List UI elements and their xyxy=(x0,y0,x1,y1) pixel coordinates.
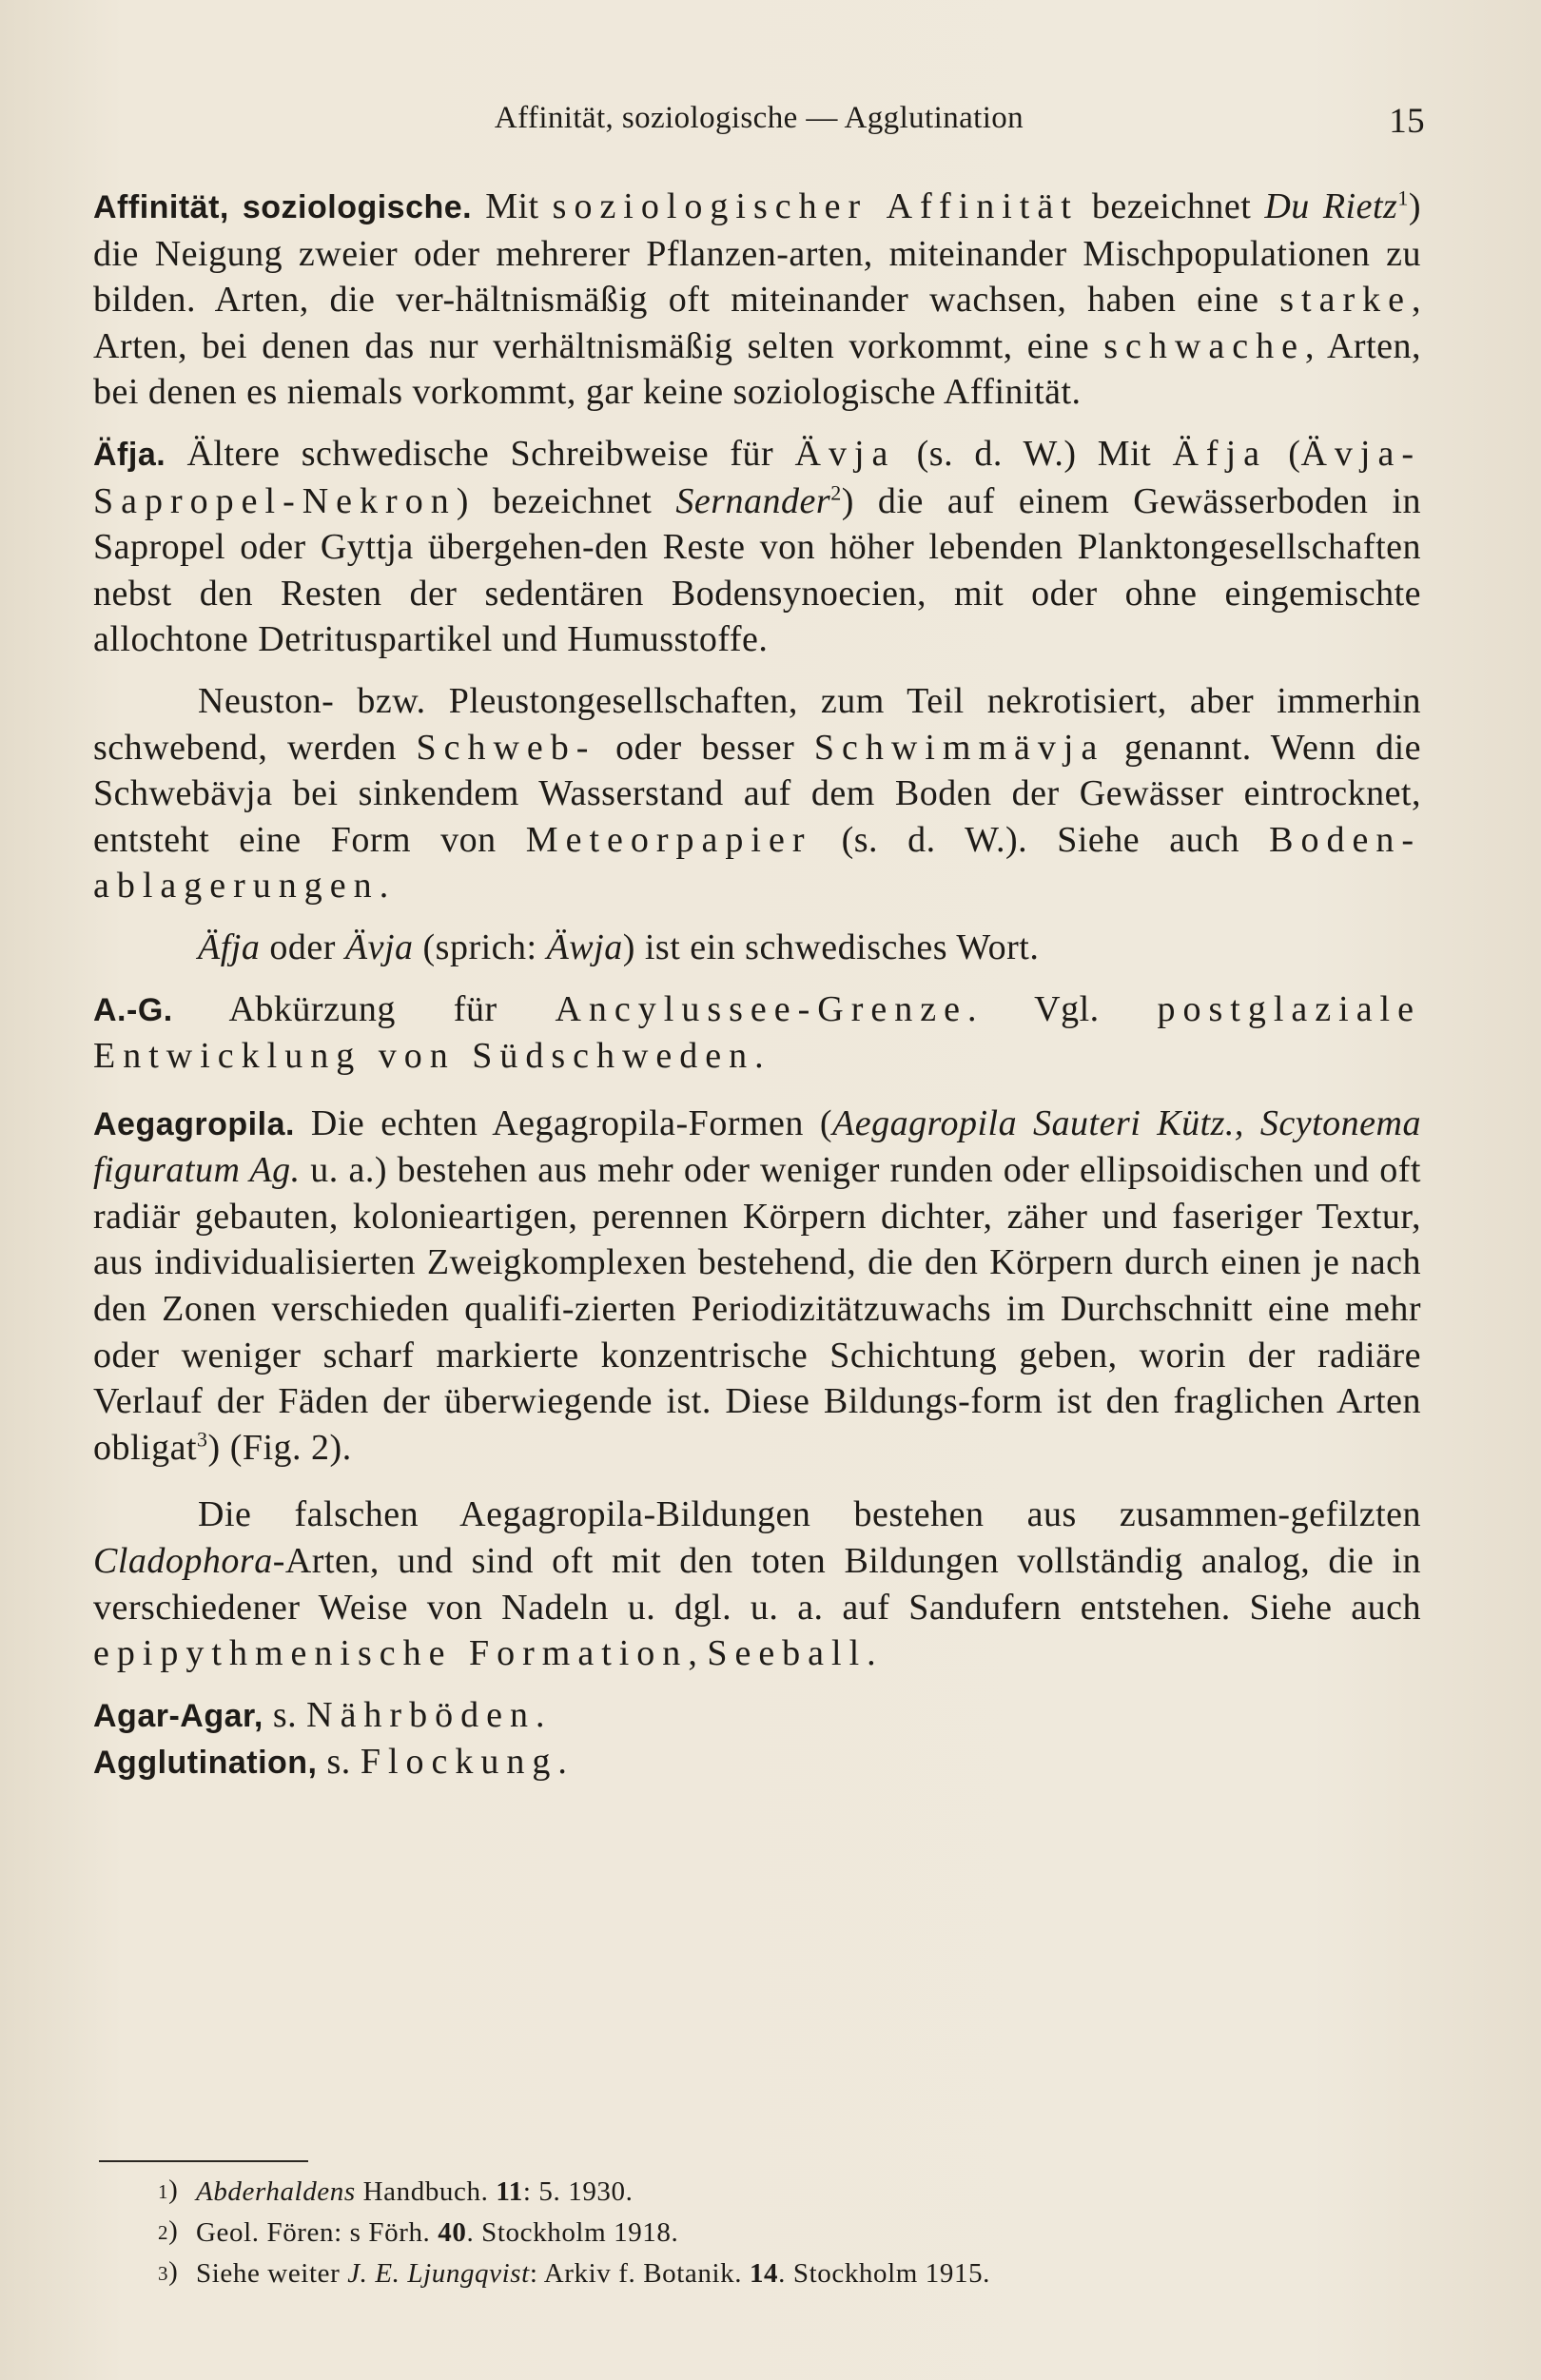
entry-text: , Arten, bei denen das nur verhältnismäßig selten vorkommt, eine xyxy=(93,280,1421,366)
entry-aegagropila-paragraph-2 xyxy=(93,1492,1421,1676)
entry-text: oder besser xyxy=(595,727,814,768)
volume-number: 40 xyxy=(438,2217,467,2248)
entry-text: . xyxy=(557,1742,568,1783)
spaced-term: Boden-ablagerungen xyxy=(93,819,1421,907)
spaced-term: schwache xyxy=(1103,325,1305,366)
spaced-term: Schweb- xyxy=(416,727,596,768)
spaced-term: postglaziale Entwicklung von Südschweden xyxy=(93,988,1421,1077)
footnote-author: Abderhaldens xyxy=(196,2176,356,2207)
footnote-text: . Stockholm 1918. xyxy=(466,2217,679,2248)
entry-text: Abkürzung für xyxy=(172,988,556,1029)
footnote-2 xyxy=(158,2213,1433,2253)
main-text xyxy=(93,184,1421,1786)
running-head xyxy=(93,101,1425,148)
footnote-ref: 3 xyxy=(197,1427,208,1452)
spaced-term: Meteorpapier xyxy=(525,819,812,860)
genus-name: Cladophora xyxy=(93,1541,273,1582)
entry-afja xyxy=(93,431,1421,663)
entry-text: (s. d. W.). Siehe auch xyxy=(811,819,1270,860)
spaced-term: Flockung xyxy=(360,1742,558,1783)
entry-afja-paragraph-2 xyxy=(93,678,1421,909)
entry-text: s. xyxy=(263,1694,307,1735)
headword: Äfja. xyxy=(93,436,166,473)
spaced-term: Ävja-Sapropel-Nekron xyxy=(93,433,1421,521)
entry-text: , Arten, bei denen es niemals vorkommt, gar keine soziologische Affinität. xyxy=(93,325,1421,413)
entry-text: . xyxy=(867,1633,877,1674)
page-number: 15 xyxy=(1389,102,1425,141)
headword: Aegagropila. xyxy=(93,1105,295,1142)
spaced-term: Ancylussee-Grenze xyxy=(555,988,967,1029)
italic-term: Ävja xyxy=(344,927,414,967)
headword: Agar-Agar, xyxy=(93,1697,263,1734)
entry-text: Neuston- bzw. Pleustongesellschaften, zum Teil nekrotisiert, aber immerhin schwebend, werden xyxy=(93,680,1421,768)
italic-term: Äfja xyxy=(198,927,261,967)
entry-text: ) (Fig. 2). xyxy=(207,1427,352,1468)
headword: Agglutination, xyxy=(93,1745,318,1782)
entry-text: . xyxy=(754,1036,765,1077)
entry-agar xyxy=(93,1692,1421,1740)
footnote-divider xyxy=(99,2160,308,2162)
spaced-term: Schwimmävja xyxy=(813,727,1105,768)
entry-text: Mit xyxy=(472,186,553,226)
entry-text: Die falschen Aegagropila-Bildungen bestehen aus zusammen-gefilzten xyxy=(198,1494,1421,1535)
footnote-text: Handbuch. xyxy=(355,2176,497,2207)
volume-number: 11 xyxy=(496,2176,523,2207)
footnote-text: Siehe weiter xyxy=(196,2258,348,2289)
entry-text: ) bezeichnet xyxy=(456,480,676,521)
entry-text: . xyxy=(535,1694,545,1735)
spaced-term: Äfja xyxy=(1172,433,1268,474)
footnote-3 xyxy=(158,2253,1433,2294)
entry-text: ) die Neigung zweier oder mehrerer Pflanzen-arten, miteinander Mischpopulationen zu bilden. Arten, die ver-hältnismäßig oft miteinander wachsen, haben eine xyxy=(93,186,1421,321)
spaced-term: Ävja xyxy=(794,433,896,474)
entry-text: genannt. Wenn die Schwebävja bei sinkendem Wasserstand auf dem Boden der Gewässer eintrocknet, entsteht eine Form von xyxy=(93,727,1421,860)
footnote-text: Geol. Fören: s Förh. xyxy=(196,2217,439,2248)
entry-text: . xyxy=(379,866,389,907)
entry-text: . Vgl. xyxy=(966,988,1158,1029)
footnote-ref: 1 xyxy=(1397,185,1409,210)
footnote-text: . Stockholm 1915. xyxy=(778,2258,991,2289)
running-head-title: Affinität, soziologische — Agglutination xyxy=(494,101,1024,135)
spaced-term: Seeball xyxy=(707,1633,868,1674)
footnote-ref: 2 xyxy=(830,479,842,504)
footnote-mark: 2) xyxy=(158,2215,179,2246)
headword: A.-G. xyxy=(93,991,173,1028)
entry-text: (s. d. W.) Mit xyxy=(895,433,1173,474)
entry-text: s. xyxy=(317,1742,361,1783)
entry-text: Die echten Aegagropila-Formen ( xyxy=(294,1102,832,1143)
entry-text: -Arten, und sind oft mit den toten Bildungen vollständig analog, die in verschiedener Weise von Nadeln u. dgl. u. a. auf Sandufern entstehen. Siehe auch xyxy=(93,1541,1421,1628)
entry-text: Ältere schwedische Schreibweise für xyxy=(166,433,795,474)
footnote-mark: 3) xyxy=(158,2256,179,2287)
spaced-term: epipythmenische Formation xyxy=(93,1633,689,1674)
entry-text: , xyxy=(688,1633,708,1674)
spaced-term: starke xyxy=(1279,280,1412,321)
spaced-term: Nährböden xyxy=(306,1694,536,1735)
entry-agglutination xyxy=(93,1739,1421,1786)
entry-aegagropila xyxy=(93,1101,1421,1472)
footnote-text: : Arkiv f. Botanik. xyxy=(529,2258,750,2289)
entry-text: oder xyxy=(260,927,345,967)
entry-ag xyxy=(93,986,1421,1080)
headword: Affinität, soziologische. xyxy=(93,189,473,225)
entry-text: ) die auf einem Gewässerboden in Sapropel oder Gyttja übergehen-den Reste von höher lebenden Planktongesellschaften nebst den Resten der sedentären Bodensynoecien, mit oder ohne eingemischte allochtone Detrituspartikel und Humusstoffe. xyxy=(93,480,1421,660)
spaced-term: soziologischer Affinität xyxy=(552,186,1079,226)
footnote-text: : 5. 1930. xyxy=(522,2176,634,2207)
species-name: Aegagropila Sauteri Kütz., Scytonema figuratum Ag. xyxy=(93,1102,1421,1191)
footnote-1 xyxy=(158,2172,1433,2213)
entry-text: bezeichnet xyxy=(1078,186,1265,226)
volume-number: 14 xyxy=(749,2258,779,2289)
entry-text: u. a.) bestehen aus mehr oder weniger runden oder ellipsoidischen und oft radiär gebauten, kolonieartigen, perennen Körpern dichter, zäher und faseriger Textur, aus individualisierten Zweigkomplexen bestehend, die den Körpern durch einen je nach den Zonen verschieden qualifi-zierten Periodizitätzuwachs im Durchschnitt eine mehr oder weniger scharf markierte konzentrische Schichtung geben, worin der radiäre Verlauf der Fäden der überwiegende ist. Diese Bildungs-form ist den fraglichen Arten obligat xyxy=(93,1150,1421,1468)
footnotes xyxy=(158,2172,1433,2294)
footnote-author: J. E. Ljungqvist xyxy=(347,2258,530,2289)
entry-afja-paragraph-3 xyxy=(93,925,1421,971)
entry-text: ( xyxy=(1267,433,1301,474)
entry-text: ) ist ein schwedisches Wort. xyxy=(622,927,1040,967)
entry-text: (sprich: xyxy=(413,927,547,967)
footnote-mark: 1) xyxy=(158,2175,179,2205)
italic-term: Äwja xyxy=(546,927,623,967)
author-name: Du Rietz xyxy=(1264,186,1398,226)
entry-affinitaet xyxy=(93,184,1421,416)
author-name: Sernander xyxy=(675,480,831,521)
